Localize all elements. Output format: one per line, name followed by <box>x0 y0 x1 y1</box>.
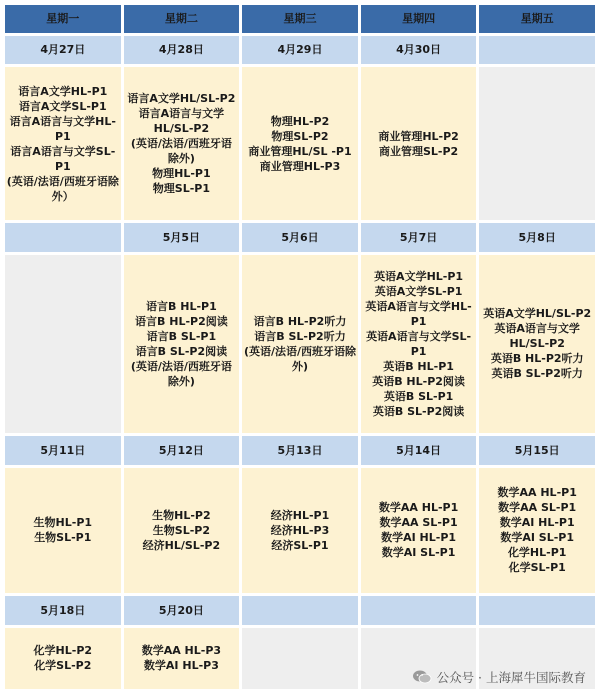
exam-cell <box>479 255 595 434</box>
date-cell <box>479 596 595 625</box>
exam-line: HL/SL-P2 <box>509 337 565 351</box>
exam-line: 除外) <box>167 152 195 166</box>
exam-row-week3 <box>5 468 595 593</box>
exam-line: 外） <box>51 189 74 203</box>
exam-line: 数学AA SL-P1 <box>498 501 577 515</box>
weekday-monday: 星期一 <box>5 5 121 33</box>
exam-line: 语言A语言与文学SL-P1 <box>10 144 116 173</box>
date-cell: 5月8日 <box>479 223 595 252</box>
exam-row-week1 <box>5 67 595 220</box>
exam-cell <box>361 67 477 220</box>
exam-line: (英语/法语/西班牙语除 <box>6 174 119 188</box>
exam-line: 英语B HL-P2听力 <box>490 352 584 366</box>
exam-line: (英语/法语/西班牙语 <box>130 137 232 151</box>
exam-line: 语言B SL-P2阅读 <box>135 344 228 358</box>
exam-line: 商业管理HL-P3 <box>259 159 341 173</box>
date-cell: 4月30日 <box>361 36 477 65</box>
exam-line: 商业管理HL-P2 <box>378 129 459 143</box>
watermark <box>412 668 586 686</box>
date-cell: 5月6日 <box>242 223 358 252</box>
empty-cell <box>5 255 121 434</box>
exam-line: 语言B HL-P2听力 <box>253 314 347 328</box>
exam-line: 物理SL-P2 <box>271 129 329 143</box>
date-row-week1 <box>5 36 595 65</box>
date-cell: 4月27日 <box>5 36 121 65</box>
exam-line: 经济HL-P1 <box>270 508 330 522</box>
date-cell: 5月14日 <box>361 436 477 465</box>
exam-line: 物理HL-P2 <box>270 114 330 128</box>
weekday-friday: 星期五 <box>479 5 595 33</box>
date-cell: 5月13日 <box>242 436 358 465</box>
exam-line: 英语A文学HL-P1 <box>374 269 464 283</box>
exam-cell <box>242 67 358 220</box>
exam-line: 数学AI HL-P3 <box>143 659 219 673</box>
date-row-week4 <box>5 596 595 625</box>
weekday-thursday: 星期四 <box>361 5 477 33</box>
exam-line: 数学AA HL-P1 <box>497 486 577 500</box>
exam-cell <box>361 255 477 434</box>
exam-cell <box>124 468 240 593</box>
empty-cell <box>242 628 358 689</box>
exam-line: 生物HL-P1 <box>33 516 93 530</box>
exam-cell <box>5 468 121 593</box>
watermark-text: 公众号 · 上海犀牛国际教育 <box>436 670 586 685</box>
date-cell: 5月5日 <box>124 223 240 252</box>
exam-line: 生物SL-P2 <box>152 523 210 537</box>
exam-line: 语言B SL-P2听力 <box>254 329 346 343</box>
exam-line: 英语B SL-P2阅读 <box>372 404 465 418</box>
exam-line: HL/SL-P2 <box>153 122 210 136</box>
exam-cell <box>5 628 121 689</box>
exam-cell <box>242 468 358 593</box>
weekday-tuesday: 星期二 <box>124 5 240 33</box>
exam-line: 数学AA HL-P3 <box>141 644 222 658</box>
exam-line: 英语A语言与文学 <box>494 322 580 336</box>
exam-cell <box>242 255 358 434</box>
weekday-header-row <box>5 5 595 33</box>
exam-line: 英语B SL-P2听力 <box>491 367 583 381</box>
exam-line: 经济HL/SL-P2 <box>142 538 221 552</box>
exam-line: 经济HL-P3 <box>270 523 330 537</box>
exam-line: 数学AI HL-P1 <box>381 531 457 545</box>
date-cell: 5月20日 <box>124 596 240 625</box>
exam-line: 数学AI SL-P1 <box>500 531 575 545</box>
exam-line: 英语A语言与文学HL-P1 <box>365 299 472 328</box>
exam-cell <box>479 468 595 593</box>
exam-line: 商业管理HL/SL -P1 <box>248 144 352 158</box>
exam-line: 语言A文学SL-P1 <box>18 99 107 113</box>
date-cell <box>361 596 477 625</box>
exam-line: 语言A文学HL-P1 <box>18 84 108 98</box>
exam-line: 语言A文学HL/SL-P2 <box>127 92 236 106</box>
exam-line: 物理HL-P1 <box>152 167 211 181</box>
exam-cell <box>361 468 477 593</box>
exam-line: 生物SL-P1 <box>34 531 92 545</box>
exam-row-week2 <box>5 255 595 434</box>
date-cell <box>5 223 121 252</box>
exam-line: 数学AI SL-P1 <box>381 546 456 560</box>
exam-line: 英语A语言与文学SL-P1 <box>366 329 472 358</box>
exam-line: 物理SL-P1 <box>152 182 210 196</box>
exam-line: 语言B HL-P1 <box>146 299 217 313</box>
exam-line: 除外) <box>167 374 195 388</box>
exam-line: 数学AI HL-P1 <box>499 516 575 530</box>
exam-line: 生物HL-P2 <box>152 508 211 522</box>
exam-line: (英语/法语/西班牙语除 <box>243 344 357 358</box>
exam-line: 外) <box>291 359 308 373</box>
exam-line: 语言B SL-P1 <box>146 329 217 343</box>
exam-cell <box>124 628 240 689</box>
empty-cell <box>479 67 595 220</box>
date-cell: 5月12日 <box>124 436 240 465</box>
exam-line: 英语B HL-P2阅读 <box>372 374 465 388</box>
exam-line: 语言A语言与文学 <box>138 107 225 121</box>
date-cell: 5月15日 <box>479 436 595 465</box>
exam-line: 数学AA HL-P1 <box>378 501 459 515</box>
date-cell: 4月29日 <box>242 36 358 65</box>
exam-line: 化学HL-P2 <box>33 644 93 658</box>
date-cell: 5月11日 <box>5 436 121 465</box>
date-cell <box>479 36 595 65</box>
exam-cell <box>124 255 240 434</box>
date-cell: 4月28日 <box>124 36 240 65</box>
weekday-wednesday: 星期三 <box>242 5 358 33</box>
exam-line: 化学SL-P2 <box>34 659 92 673</box>
exam-line: 经济SL-P1 <box>271 538 329 552</box>
exam-line: 化学HL-P1 <box>507 546 567 560</box>
exam-line: 化学SL-P1 <box>508 561 566 575</box>
exam-line: 语言B HL-P2阅读 <box>135 314 228 328</box>
exam-line: 英语B HL-P1 <box>383 359 454 373</box>
exam-cell <box>124 67 240 220</box>
date-row-week3 <box>5 436 595 465</box>
exam-line: 数学AA SL-P1 <box>379 516 458 530</box>
exam-line: 商业管理SL-P2 <box>378 144 459 158</box>
exam-line: 英语A文学HL/SL-P2 <box>483 307 592 321</box>
exam-line: 语言A语言与文学HL-P1 <box>9 114 116 143</box>
date-cell: 5月7日 <box>361 223 477 252</box>
exam-line: 英语A文学SL-P1 <box>374 284 463 298</box>
wechat-icon <box>412 669 432 685</box>
exam-cell <box>5 67 121 220</box>
exam-schedule-table <box>2 2 598 692</box>
date-cell <box>242 596 358 625</box>
date-row-week2 <box>5 223 595 252</box>
date-cell: 5月18日 <box>5 596 121 625</box>
exam-line: 英语B SL-P1 <box>383 389 454 403</box>
exam-line: (英语/法语/西班牙语 <box>130 359 232 373</box>
